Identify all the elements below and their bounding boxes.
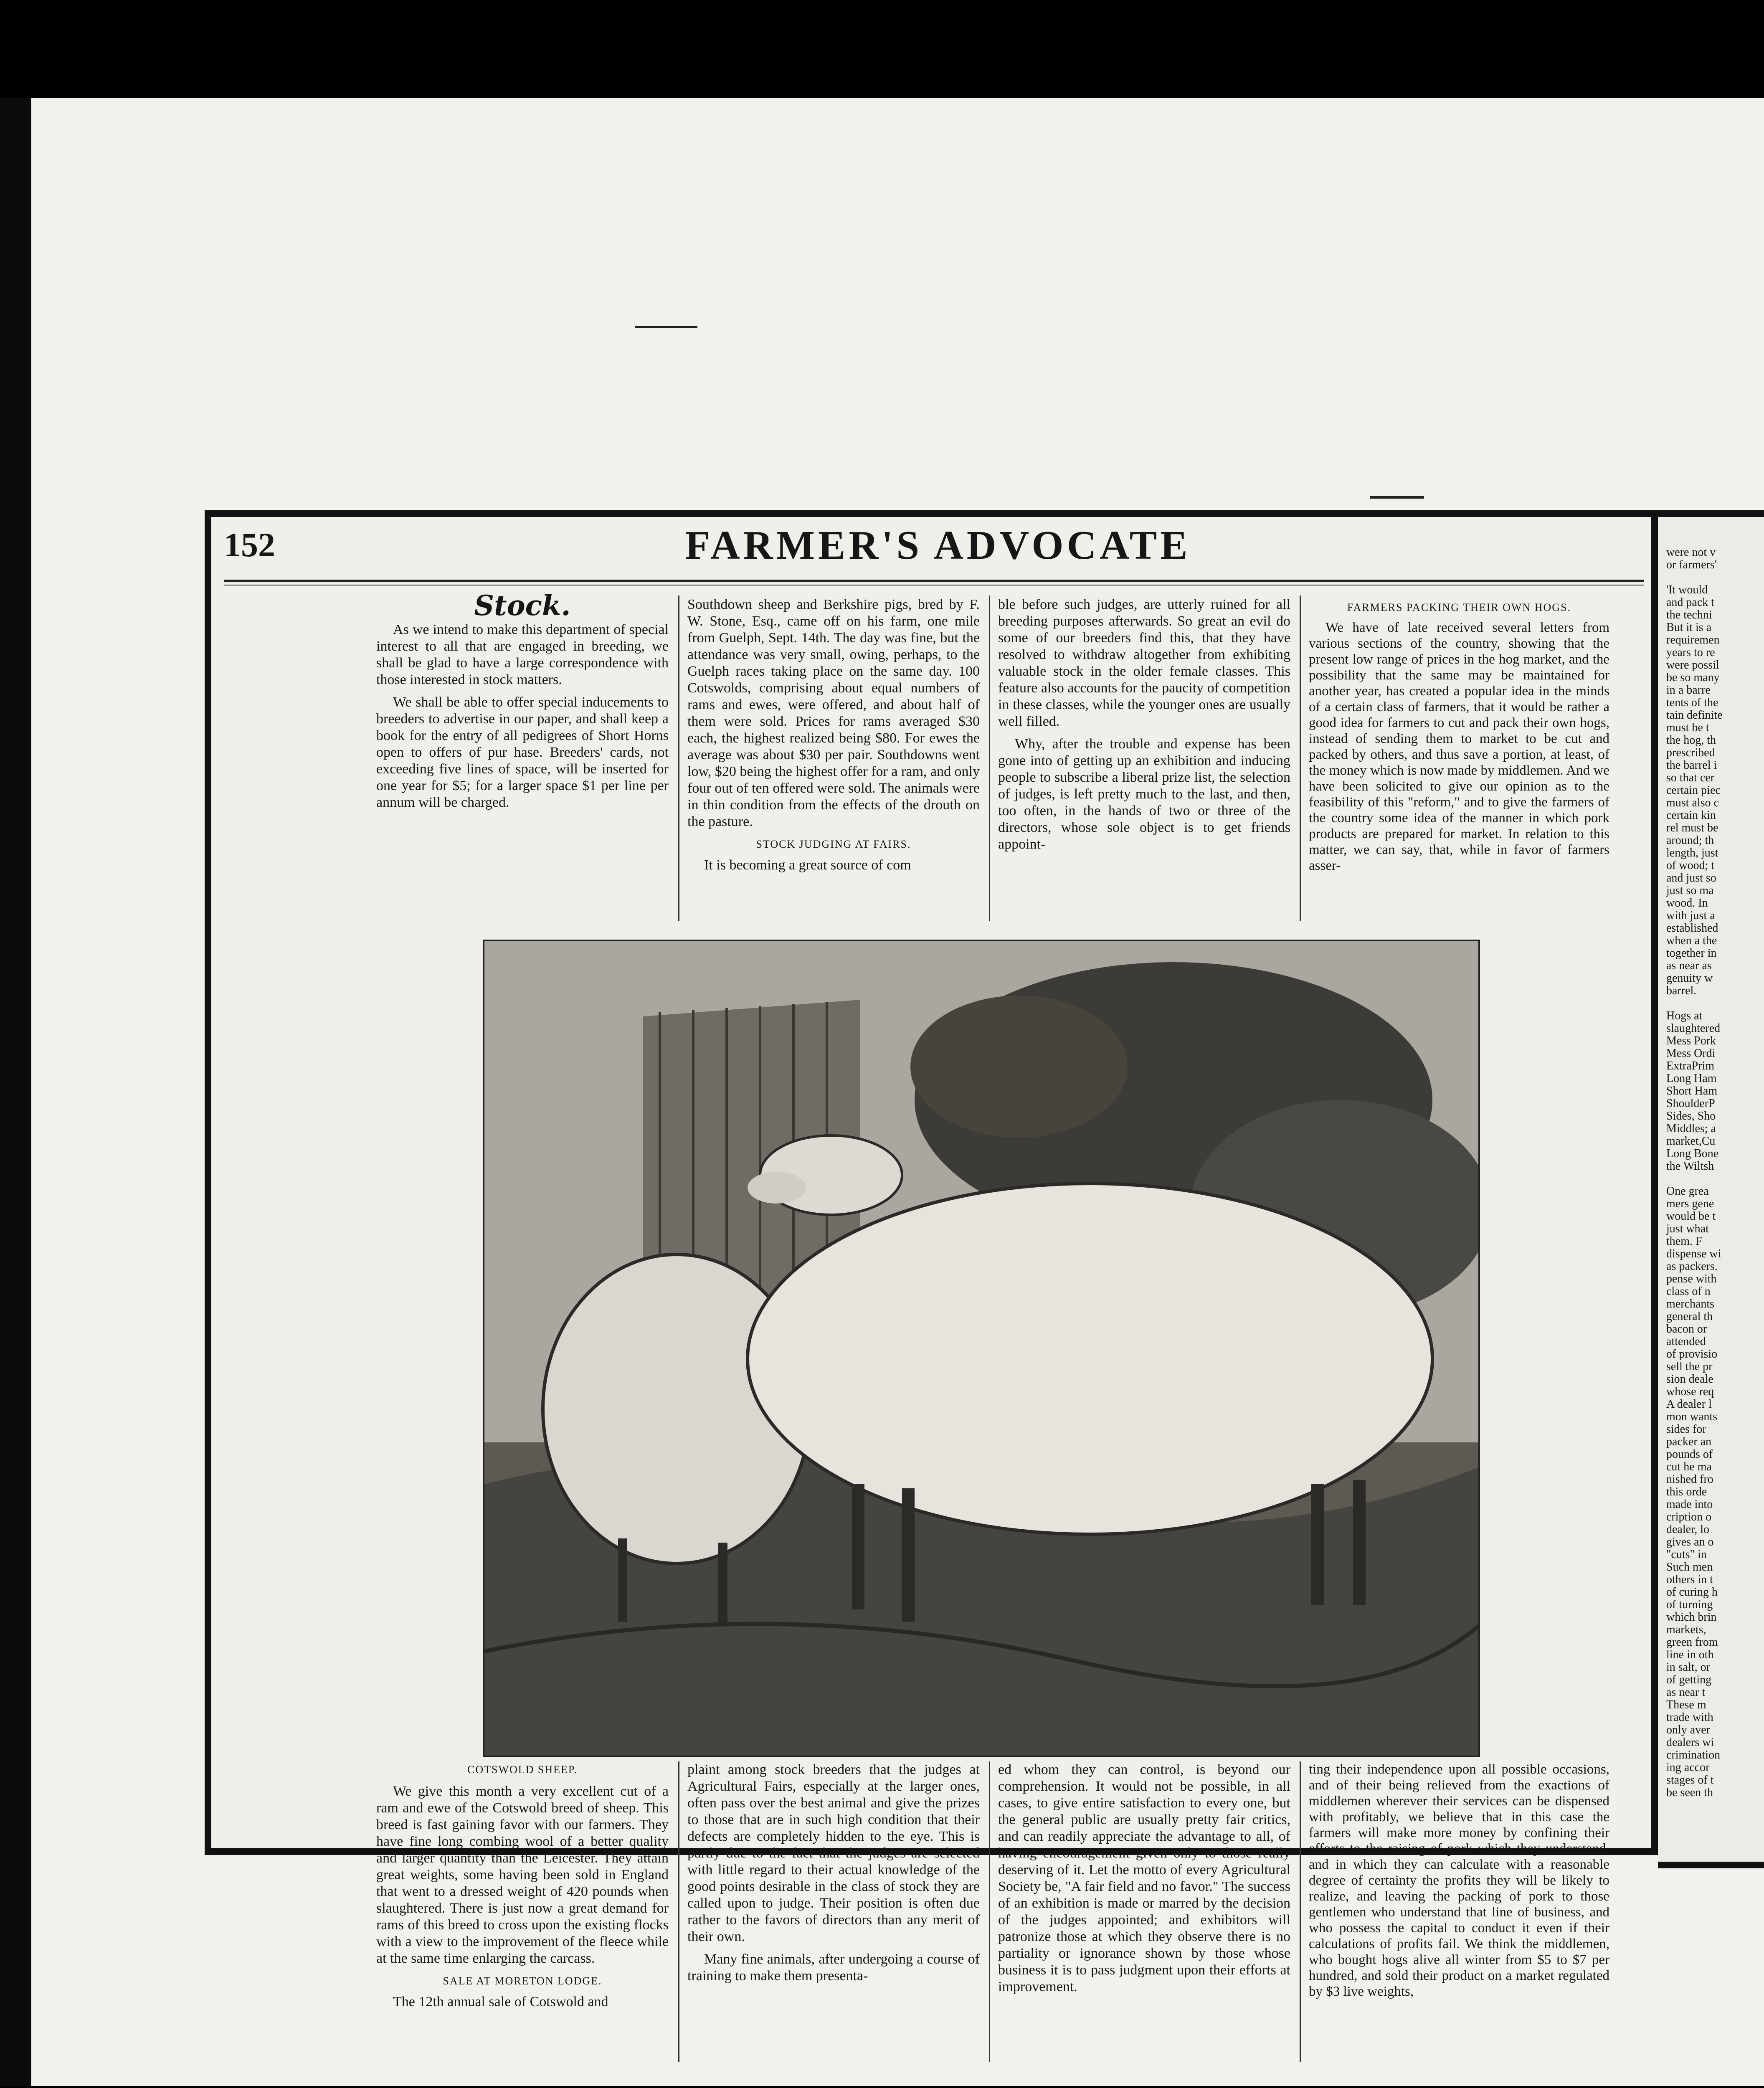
paragraph: ed whom they can control, is beyond our comprehension. It would not be possible, in all cases, to give entire satisfaction to every one, but the general public are usually pretty fair critics, and can readily appreciate the advantage to all, of having encouragement given only to those really deserving of it. Let the motto of every Agricultural Society be, "A fair field and no favor." The success of an exhibition is made or marred by the decision of the judges appointed; and exhibitors will patronize those at which they observe there is no partiality or ignorance shown by those whose business it is to pass judgment upon their efforts at improvement. [998, 1762, 1290, 1994]
scan-mark [635, 326, 697, 328]
facing-page-line: mers gene [1666, 1198, 1714, 1210]
facing-page-line: the techni [1666, 609, 1712, 621]
facing-page-line: certain kin [1666, 809, 1716, 822]
facing-page-line: Long Bone [1666, 1148, 1719, 1160]
facing-page-line: mon wants [1666, 1411, 1718, 1423]
column-rule [678, 595, 679, 921]
column-rule [1300, 1761, 1301, 2062]
facing-page-line: were possil [1666, 659, 1719, 672]
paragraph: Southdown sheep and Berkshire pigs, bred by F. W. Stone, Esq., came off on his farm, one mile from Guelph, Sept. 14th. The day was fine, but the attendance was very small, owing, perhaps, to the Guelph races taking place on the same day. 100 Cotswolds, comprising about equal numbers of rams and ewes, were offered, and about half of them were sold. Prices for rams averaged $30 each, the highest realized being $80. For ewes the average was about $30 per pair. Southdowns went low, $20 being the highest offer for a ram, and only four out of ten offered were sold. The animals were in thin condition from the effects of the drouth on the pasture. [687, 597, 980, 829]
facing-page-line: Sides, Sho [1666, 1110, 1716, 1123]
facing-page-line: class of n [1666, 1285, 1711, 1298]
newspaper-page [205, 510, 1658, 2009]
facing-page-line: around; th [1666, 834, 1714, 847]
left-bleed [0, 98, 31, 2086]
facing-page-line: green from [1666, 1636, 1718, 1649]
subhead: STOCK JUDGING AT FAIRS. [756, 838, 911, 850]
facing-page-line: the Wiltsh [1666, 1160, 1714, 1173]
facing-page-line: tents of the [1666, 697, 1718, 709]
facing-page-line: slaughtered [1666, 1022, 1721, 1035]
paragraph: Why, after the trouble and expense has been gone into of getting up an exhibition and inducing people to subscribe a liberal prize list, the selection of judges, is left pretty much to the last, and then, too often, in the hands of two or three of the directors, whose sole object is to get friends appoint- [998, 736, 1290, 852]
facing-page-line: market,Cu [1666, 1135, 1716, 1148]
facing-page-line: pense with [1666, 1273, 1717, 1285]
facing-page-line: were not v [1666, 546, 1716, 559]
facing-page-line: be seen th [1666, 1786, 1713, 1799]
facing-page-line: stages of t [1666, 1774, 1714, 1786]
facing-page-line: and just so [1666, 872, 1716, 884]
facing-page-line: as near t [1666, 1686, 1706, 1699]
facing-page-line: tain definite [1666, 709, 1723, 722]
facing-page-line: established [1666, 922, 1718, 935]
facing-page-line: bacon or [1666, 1323, 1707, 1335]
facing-page-line: packer an [1666, 1436, 1712, 1448]
facing-page-line: genuity w [1666, 972, 1713, 985]
paragraph: Many fine animals, after undergoing a course of training to make them presenta- [687, 1951, 980, 1984]
facing-page-line: as near as [1666, 960, 1712, 972]
scan-mark [1370, 496, 1424, 499]
facing-page-line: dispense wi [1666, 1248, 1721, 1260]
facing-page-line: sion deale [1666, 1373, 1713, 1386]
facing-page-line: be so many [1666, 672, 1720, 684]
facing-page-line: as packers. [1666, 1260, 1718, 1273]
paragraph: It is becoming a great source of com [704, 857, 911, 873]
facing-page-line: nished fro [1666, 1473, 1713, 1486]
column-stock [376, 589, 669, 817]
facing-page-line: when a the [1666, 935, 1717, 947]
facing-page-line: Long Ham [1666, 1072, 1717, 1085]
facing-page-line: barrel. [1666, 985, 1697, 997]
facing-page-line [1666, 997, 1762, 1010]
facing-page-line: These m [1666, 1699, 1706, 1711]
facing-page-text [1666, 546, 1762, 1799]
paragraph: As we intend to make this department of special interest to all that are engaged in breeding, we shall be glad to have a large correspondence with those interested in stock matters. [376, 622, 669, 687]
column-rule [989, 1761, 990, 2062]
column-judging-end [998, 1761, 1290, 2001]
column-rule [678, 1761, 679, 2062]
facing-page-line: requiremen [1666, 634, 1720, 646]
header-rule [224, 580, 1644, 582]
facing-page-line: sell the pr [1666, 1361, 1713, 1373]
subhead: SALE AT MORETON LODGE. [443, 1975, 602, 1987]
facing-page-line: ShoulderP [1666, 1097, 1715, 1110]
facing-page-line: Mess Ordi [1666, 1047, 1716, 1060]
facing-page-line: cut he ma [1666, 1461, 1712, 1473]
facing-page-line: with just a [1666, 910, 1715, 922]
facing-page-line: But it is a [1666, 621, 1712, 634]
facing-page-line: rel must be [1666, 822, 1718, 834]
facing-page-line: this orde [1666, 1486, 1707, 1498]
facing-page-line: in salt, or [1666, 1661, 1710, 1674]
facing-page-line: trade with [1666, 1711, 1713, 1724]
facing-page-line [1666, 571, 1762, 584]
facing-page-line: and pack t [1666, 596, 1715, 609]
facing-page-line: Such men [1666, 1561, 1713, 1574]
column-hogs [1309, 596, 1609, 879]
facing-page-line: general th [1666, 1310, 1713, 1323]
facing-page-line: prescribed [1666, 747, 1715, 759]
facing-page-line: wood. In [1666, 897, 1708, 910]
facing-page-fragment [1658, 510, 1764, 1868]
facing-page-line: so that cer [1666, 772, 1715, 784]
facing-page-line: years to re [1666, 646, 1715, 659]
facing-page-line: Hogs at [1666, 1010, 1703, 1022]
page-folio: 152 [224, 526, 275, 564]
facing-page-line: dealer, lo [1666, 1523, 1710, 1536]
column-judging [998, 596, 1290, 859]
engraving-caption: COTSWOLD SHEEP. [467, 1764, 578, 1776]
paragraph: We give this month a very excellent cut of a ram and ewe of the Cotswold breed of sheep. This breed is fast gaining favor with our farmers. They have fine long combing wool of a better quality and larger quantity than the Leicester. They attain great weights, some having been sold in England that went to a dressed weight of 420 pounds when slaughtered. There is just now a great demand for rams of this breed to cross upon the existing flocks with a view to the improvement of the fleece while at the same time enlarging the carcass. [376, 1784, 669, 1966]
facing-page-line: of provisio [1666, 1348, 1718, 1361]
facing-page-line: ExtraPrim [1666, 1060, 1715, 1072]
section-title: Stock. [474, 589, 571, 622]
column-rule [989, 595, 990, 921]
facing-page-line: Middles; a [1666, 1123, 1716, 1135]
cotswold-sheep-engraving [483, 940, 1480, 1757]
facing-page-line: pounds of [1666, 1448, 1713, 1461]
facing-page-line: of turning [1666, 1599, 1713, 1611]
facing-page-line: the hog, th [1666, 734, 1716, 747]
facing-page-line: merchants [1666, 1298, 1715, 1310]
facing-page-line: Mess Pork [1666, 1035, 1716, 1047]
facing-page-line: of getting [1666, 1674, 1712, 1686]
facing-page-line: crimination [1666, 1749, 1721, 1761]
facing-page-line [1666, 1173, 1762, 1185]
facing-page-line: just so ma [1666, 884, 1714, 897]
column-hogs-cont [1309, 1761, 1609, 2005]
subhead: FARMERS PACKING THEIR OWN HOGS. [1347, 601, 1571, 613]
facing-page-line: must also c [1666, 797, 1719, 809]
facing-page-line: certain piec [1666, 784, 1721, 797]
column-rule [1300, 595, 1301, 921]
facing-page-line: cription o [1666, 1511, 1712, 1523]
facing-page-line: dealers wi [1666, 1736, 1714, 1749]
facing-page-line: whose req [1666, 1386, 1714, 1398]
column-judging-cont [687, 1761, 980, 1990]
facing-page-line: markets, [1666, 1624, 1706, 1636]
sheep-illustration [484, 941, 1478, 1756]
facing-page-line: would be t [1666, 1210, 1716, 1223]
paragraph: plaint among stock breeders that the judges at Agricultural Fairs, especially at the larger ones, often pass over the best animal and give the prizes to those that are in such high condition that their defects are completely hidden to the eye. This is partly due to the fact that the judges are selected with little regard to their actual knowledge of the good points desirable in the class of stock they are called upon to judge. Their position is often due rather to the favors of directors than any merit of their own. [687, 1762, 980, 1944]
facing-page-line: just what [1666, 1223, 1709, 1235]
paragraph: ble before such judges, are utterly ruined for all breeding purposes afterwards. So great an evil do some of our breeders find this, that they have resolved to withdraw altogether from exhibiting valuable stock in the older female classes. This feature also accounts for the paucity of competition in these classes, while the younger ones are usually well filled. [998, 597, 1290, 729]
facing-page-line: sides for [1666, 1423, 1706, 1436]
paragraph: ting their independence upon all possible occasions, and of their being relieved from the exactions of middlemen wherever their services can be dispensed with profitably, we believe that in this case the farmers will make more money by confining their efforts to the raising of pork which they understand, and in which they can calculate with a reasonable degree of certainty the profits they will be likely to realize, and leaving the packing of pork to those gentlemen who understand that line of business, and who possess the capital to conduct it even if their calculations of profits fail. We think the middlemen, who bought hogs alive all winter from $5 to $7 per hundred, and sold their product on a market regulated by $3 live weights, [1309, 1762, 1609, 1999]
facing-page-line: of wood; t [1666, 859, 1715, 872]
facing-page-line: must be t [1666, 722, 1709, 734]
facing-page-line: others in t [1666, 1574, 1713, 1586]
masthead: FARMER'S ADVOCATE [685, 523, 1191, 568]
facing-page-line: of curing h [1666, 1586, 1718, 1599]
facing-page-line: in a barre [1666, 684, 1711, 697]
paragraph: We shall be able to offer special inducements to breeders to advertise in our paper, and shall keep a book for the entry of all pedigrees of Short Horns open to offers of pur hase. Breeders' cards, not exceeding five lines of space, will be inserted for one year for $5; for a larger space $1 per line per annum will be charged. [376, 694, 669, 810]
facing-page-line: gives an o [1666, 1536, 1714, 1548]
facing-page-line: which brin [1666, 1611, 1717, 1624]
facing-page-line: One grea [1666, 1185, 1709, 1198]
facing-page-line: line in oth [1666, 1649, 1714, 1661]
facing-page-line: or farmers' [1666, 559, 1717, 571]
facing-page-line: the barrel i [1666, 759, 1717, 772]
column-sale [687, 596, 980, 879]
paragraph: The 12th annual sale of Cotswold and [393, 1994, 608, 2009]
facing-page-line: together in [1666, 947, 1717, 960]
facing-page-line: only aver [1666, 1724, 1710, 1736]
paragraph: We have of late received several letters from various sections of the country, showing that the present low range of prices in the hog market, and the possibility that the same may be maintained for another year, has created a popular idea in the minds of a certain class of farmers, that it would be rather a good idea for farmers to cut and pack their own hogs, instead of sending them to market to be cut and packed by others, and thus save a portion, at least, of the money which is now made by middlemen. And we have been solicited to give our opinion as to the feasibility of this "reform," and to give the farmers of the country some idea of the manner in which pork products are prepared for market. In relation to this matter, we can say, that, while in favor of farmers asser- [1309, 620, 1609, 873]
facing-page-line: A dealer l [1666, 1398, 1712, 1411]
facing-page-line: made into [1666, 1498, 1713, 1511]
facing-page-line: 'It would [1666, 584, 1708, 596]
facing-page-line: ing accor [1666, 1761, 1710, 1774]
facing-page-line: "cuts" in [1666, 1548, 1707, 1561]
facing-page-line: attended [1666, 1335, 1706, 1348]
facing-page-line: length, just [1666, 847, 1718, 859]
facing-page-line: Short Ham [1666, 1085, 1718, 1097]
column-cotswold [376, 1761, 669, 2016]
facing-page-line: them. F [1666, 1235, 1702, 1248]
